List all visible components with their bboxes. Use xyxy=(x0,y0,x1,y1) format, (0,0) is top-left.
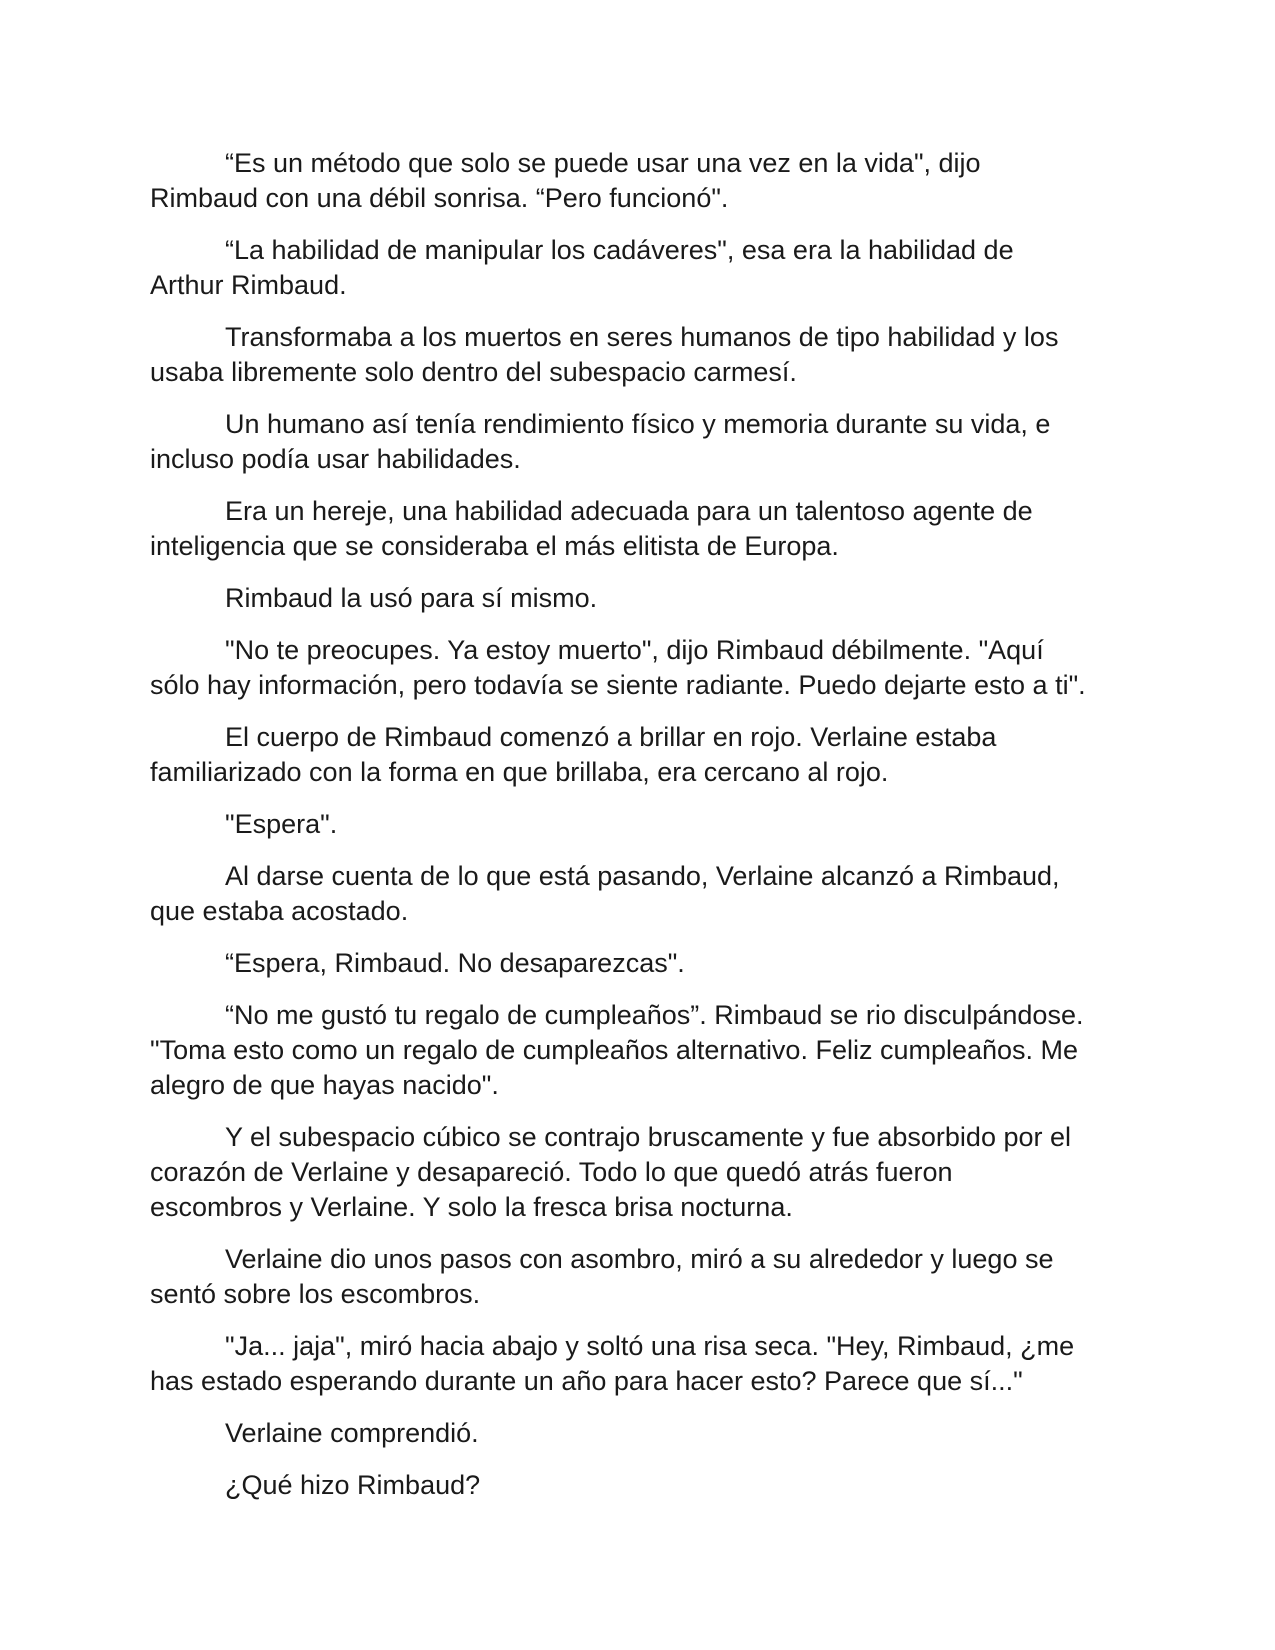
paragraph xyxy=(150,633,1140,703)
paragraph xyxy=(150,946,1140,981)
text-line: sentó sobre los escombros. xyxy=(150,1279,481,1309)
text-line: incluso podía usar habilidades. xyxy=(150,444,521,474)
text-line: usaba libremente solo dentro del subespacio carmesí. xyxy=(150,357,797,387)
text-line: Y el subespacio cúbico se contrajo bruscamente y fue absorbido por el xyxy=(225,1122,1072,1152)
paragraph xyxy=(150,807,1140,842)
text-line: ¿Qué hizo Rimbaud? xyxy=(225,1470,481,1500)
text-line: “Espera, Rimbaud. No desaparezcas". xyxy=(225,948,685,978)
paragraph xyxy=(150,407,1140,477)
paragraph xyxy=(150,146,1140,216)
paragraph xyxy=(150,1468,1140,1503)
text-line: El cuerpo de Rimbaud comenzó a brillar en rojo. Verlaine estaba xyxy=(225,722,997,752)
text-line: Transformaba a los muertos en seres humanos de tipo habilidad y los xyxy=(225,322,1059,352)
text-line: Un humano así tenía rendimiento físico y memoria durante su vida, e xyxy=(225,409,1051,439)
paragraph xyxy=(150,998,1140,1103)
paragraph xyxy=(150,1416,1140,1451)
text-line: "Ja... jaja", miró hacia abajo y soltó una risa seca. "Hey, Rimbaud, ¿me xyxy=(225,1331,1075,1361)
text-line: “La habilidad de manipular los cadáveres", esa era la habilidad de xyxy=(225,235,1014,265)
text-body xyxy=(150,146,1140,1520)
text-line: "No te preocupes. Ya estoy muerto", dijo Rimbaud débilmente. "Aquí xyxy=(225,635,1044,665)
text-line: sólo hay información, pero todavía se siente radiante. Puedo dejarte esto a ti". xyxy=(150,670,1086,700)
text-line: Rimbaud con una débil sonrisa. “Pero funcionó". xyxy=(150,183,729,213)
text-line: Al darse cuenta de lo que está pasando, Verlaine alcanzó a Rimbaud, xyxy=(225,861,1060,891)
text-line: escombros y Verlaine. Y solo la fresca brisa nocturna. xyxy=(150,1192,793,1222)
text-line: Era un hereje, una habilidad adecuada para un talentoso agente de xyxy=(225,496,1033,526)
text-line: corazón de Verlaine y desapareció. Todo lo que quedó atrás fueron xyxy=(150,1157,953,1187)
text-line: alegro de que hayas nacido". xyxy=(150,1070,499,1100)
text-line: familiarizado con la forma en que brillaba, era cercano al rojo. xyxy=(150,757,889,787)
text-line: “Es un método que solo se puede usar una vez en la vida", dijo xyxy=(225,148,981,178)
paragraph xyxy=(150,1329,1140,1399)
paragraph xyxy=(150,1120,1140,1225)
text-line: has estado esperando durante un año para hacer esto? Parece que sí..." xyxy=(150,1366,1023,1396)
text-line: Arthur Rimbaud. xyxy=(150,270,347,300)
paragraph xyxy=(150,320,1140,390)
paragraph xyxy=(150,233,1140,303)
text-line: "Toma esto como un regalo de cumpleaños alternativo. Feliz cumpleaños. Me xyxy=(150,1035,1079,1065)
paragraph xyxy=(150,1242,1140,1312)
text-line: Verlaine dio unos pasos con asombro, miró a su alrededor y luego se xyxy=(225,1244,1054,1274)
text-line: Rimbaud la usó para sí mismo. xyxy=(225,583,598,613)
paragraph xyxy=(150,494,1140,564)
text-line: inteligencia que se consideraba el más elitista de Europa. xyxy=(150,531,839,561)
paragraph xyxy=(150,720,1140,790)
text-line: Verlaine comprendió. xyxy=(225,1418,479,1448)
text-line: “No me gustó tu regalo de cumpleaños”. Rimbaud se rio disculpándose. xyxy=(225,1000,1084,1030)
text-line: que estaba acostado. xyxy=(150,896,409,926)
paragraph xyxy=(150,581,1140,616)
paragraph xyxy=(150,859,1140,929)
text-line: "Espera". xyxy=(225,809,338,839)
